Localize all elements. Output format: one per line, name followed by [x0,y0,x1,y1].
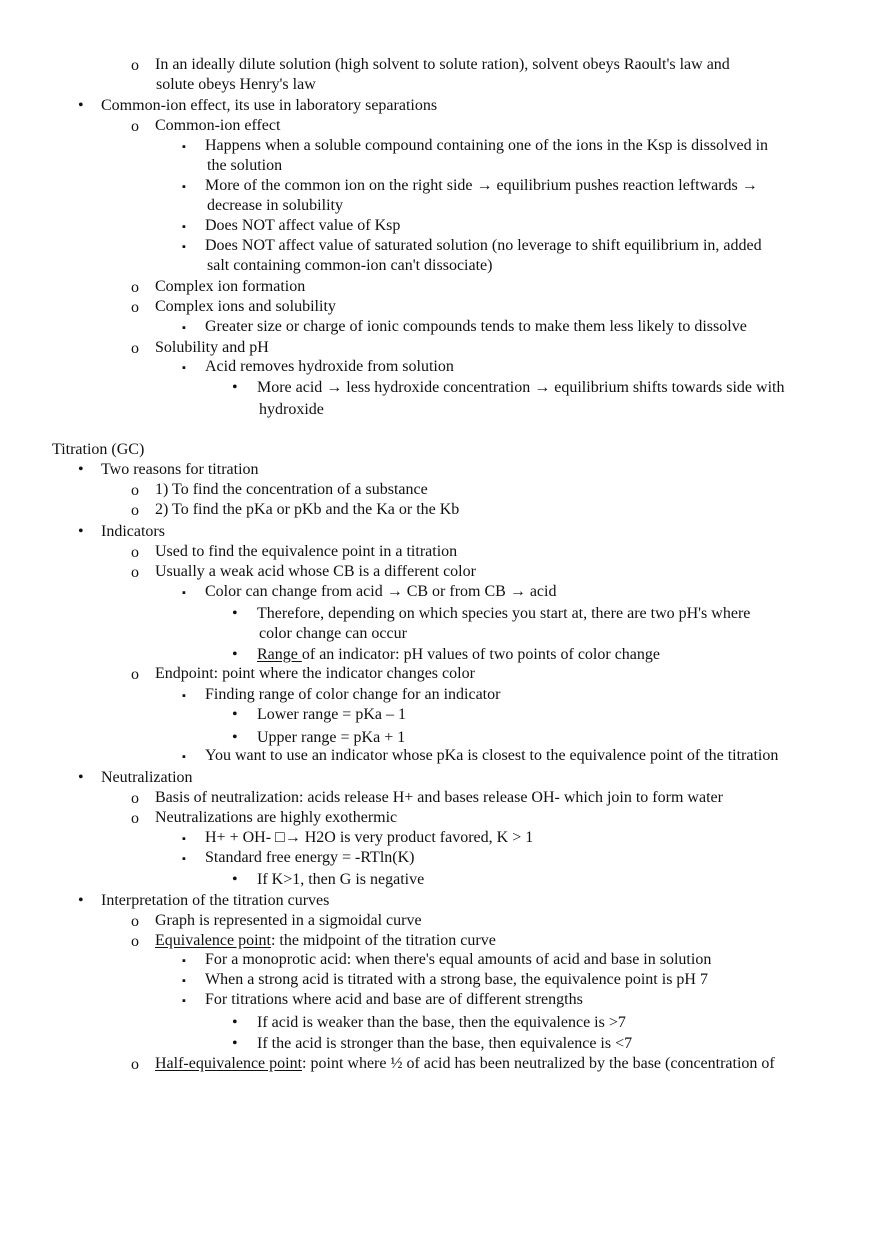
half-equivalence-term: Half-equivalence point [155,1055,303,1072]
equivalence-line [155,931,496,951]
complex-ions-solubility: Complex ions and solubility [155,298,336,315]
acid-stronger: If the acid is stronger than the base, then equivalence is <7 [257,1035,633,1052]
standard-free-energy: Standard free energy = -RTln(K) [205,849,415,866]
half-equivalence-rest: : point where ½ of acid has been neutralized by the base (concentration of [302,1055,775,1072]
you-want: You want to use an indicator whose pKa is closest to the equivalence point of the titration [205,747,779,764]
bullet-square: ▪ [182,362,186,374]
bullet-disc: • [232,646,238,663]
greater-size: Greater size or charge of ionic compounds tends to make them less likely to dissolve [205,318,747,335]
therefore-line-1: Therefore, depending on which species you start at, there are two pH's where [257,605,751,622]
not-affect-ksp: Does NOT affect value of Ksp [205,217,401,234]
two-reasons: Two reasons for titration [101,461,259,478]
upper-range: Upper range = pKa + 1 [257,729,406,746]
bullet-o: o [131,1056,139,1073]
acid-removes: Acid removes hydroxide from solution [205,358,454,375]
bullet-o: o [131,933,139,950]
endpoint: Endpoint: point where the indicator changes color [155,665,475,682]
indicators: Indicators [101,523,165,540]
bullet-disc: • [78,461,84,478]
neutralization: Neutralization [101,769,193,786]
color-change: Color can change from acid → CB or from CB → acid [205,583,557,600]
happens-line-1: Happens when a soluble compound containing one of the ions in the Ksp is dissolved in [205,137,769,154]
more-acid-line-1: More acid → less hydroxide concentration → equilibrium shifts towards side with [257,379,785,396]
bullet-o: o [131,482,139,499]
bullet-disc: • [232,871,238,888]
more-common-line-2: decrease in solubility [207,197,343,214]
solubility-ph: Solubility and pH [155,339,269,356]
bullet-o: o [131,666,139,683]
bullet-square: ▪ [182,955,186,967]
bullet-square: ▪ [182,995,186,1007]
range-line [257,645,660,665]
bullet-square: ▪ [182,833,186,845]
bullet-square: ▪ [182,322,186,334]
bullet-o: o [131,299,139,316]
bullet-o: o [131,913,139,930]
section-title-titration: Titration (GC) [52,441,145,458]
bullet-o: o [131,564,139,581]
bullet-disc: • [232,605,238,622]
therefore-line-2: color change can occur [259,625,407,642]
not-affect-sat-line-1: Does NOT affect value of saturated solution (no leverage to shift equilibrium in, added [205,237,762,254]
strong-strong: When a strong acid is titrated with a strong base, the equivalence point is pH 7 [205,971,708,988]
bullet-disc: • [78,97,84,114]
bullet-square: ▪ [182,141,186,153]
bullet-o: o [131,810,139,827]
bullet-square: ▪ [182,221,186,233]
bullet-disc: • [78,769,84,786]
monoprotic: For a monoprotic acid: when there's equal amounts of acid and base in solution [205,951,712,968]
more-common-line-1: More of the common ion on the right side → equilibrium pushes reaction leftwards → [205,177,758,194]
common-ion-effect: Common-ion effect [155,117,281,134]
bullet-disc: • [232,1014,238,1031]
more-acid-line-2: hydroxide [259,401,324,418]
bullet-disc: • [232,729,238,746]
bullet-o: o [131,544,139,561]
bullet-square: ▪ [182,853,186,865]
bullet-o: o [131,279,139,296]
bullet-o: o [131,340,139,357]
different-strengths: For titrations where acid and base are of different strengths [205,991,583,1008]
bullet-square: ▪ [182,690,186,702]
happens-line-2: the solution [207,157,283,174]
bullet-disc: • [78,523,84,540]
common-ion-heading: Common-ion effect, its use in laboratory separations [101,97,438,114]
highly-exothermic: Neutralizations are highly exothermic [155,809,398,826]
equivalence-rest: : the midpoint of the titration curve [270,932,496,949]
bullet-disc: • [232,1035,238,1052]
bullet-square: ▪ [182,241,186,253]
finding-range: Finding range of color change for an indicator [205,686,501,703]
not-affect-sat-line-2: salt containing common-ion can't dissociate) [207,257,493,274]
bullet-disc: • [232,379,238,396]
bullet-disc: • [232,706,238,723]
used-to-find: Used to find the equivalence point in a titration [155,543,458,560]
lower-range: Lower range = pKa – 1 [257,706,406,723]
if-k-greater: If K>1, then G is negative [257,871,425,888]
bullet-square: ▪ [182,587,186,599]
bullet-o: o [131,118,139,135]
half-equivalence-line [155,1054,775,1074]
bullet-square: ▪ [182,975,186,987]
interpretation: Interpretation of the titration curves [101,892,330,909]
reason-1: 1) To find the concentration of a substance [155,481,428,498]
reason-2: 2) To find the pKa or pKb and the Ka or the Kb [155,501,460,518]
ideal-dilute-line-1: In an ideally dilute solution (high solvent to solute ration), solvent obeys Raoult's law and [155,56,730,73]
complex-ion-formation: Complex ion formation [155,278,306,295]
bullet-o: o [131,57,139,74]
bullet-o: o [131,502,139,519]
acid-weaker: If acid is weaker than the base, then the equivalence is >7 [257,1014,626,1031]
ideal-dilute-line-2: solute obeys Henry's law [156,76,316,93]
basis-of-neutralization: Basis of neutralization: acids release H+ and bases release OH- which join to form water [155,789,723,806]
bullet-o: o [131,790,139,807]
usually-weak: Usually a weak acid whose CB is a different color [155,563,476,580]
bullet-square: ▪ [182,751,186,763]
graph-sigmoidal: Graph is represented in a sigmoidal curve [155,912,422,929]
equivalence-term: Equivalence point [155,932,271,949]
bullet-disc: • [78,892,84,909]
bullet-square: ▪ [182,181,186,193]
range-rest: of an indicator: pH values of two points of color change [301,646,660,663]
range-term: Range [257,646,302,663]
h-plus-oh-minus: H+ + OH- □→ H2O is very product favored, K > 1 [205,829,534,846]
